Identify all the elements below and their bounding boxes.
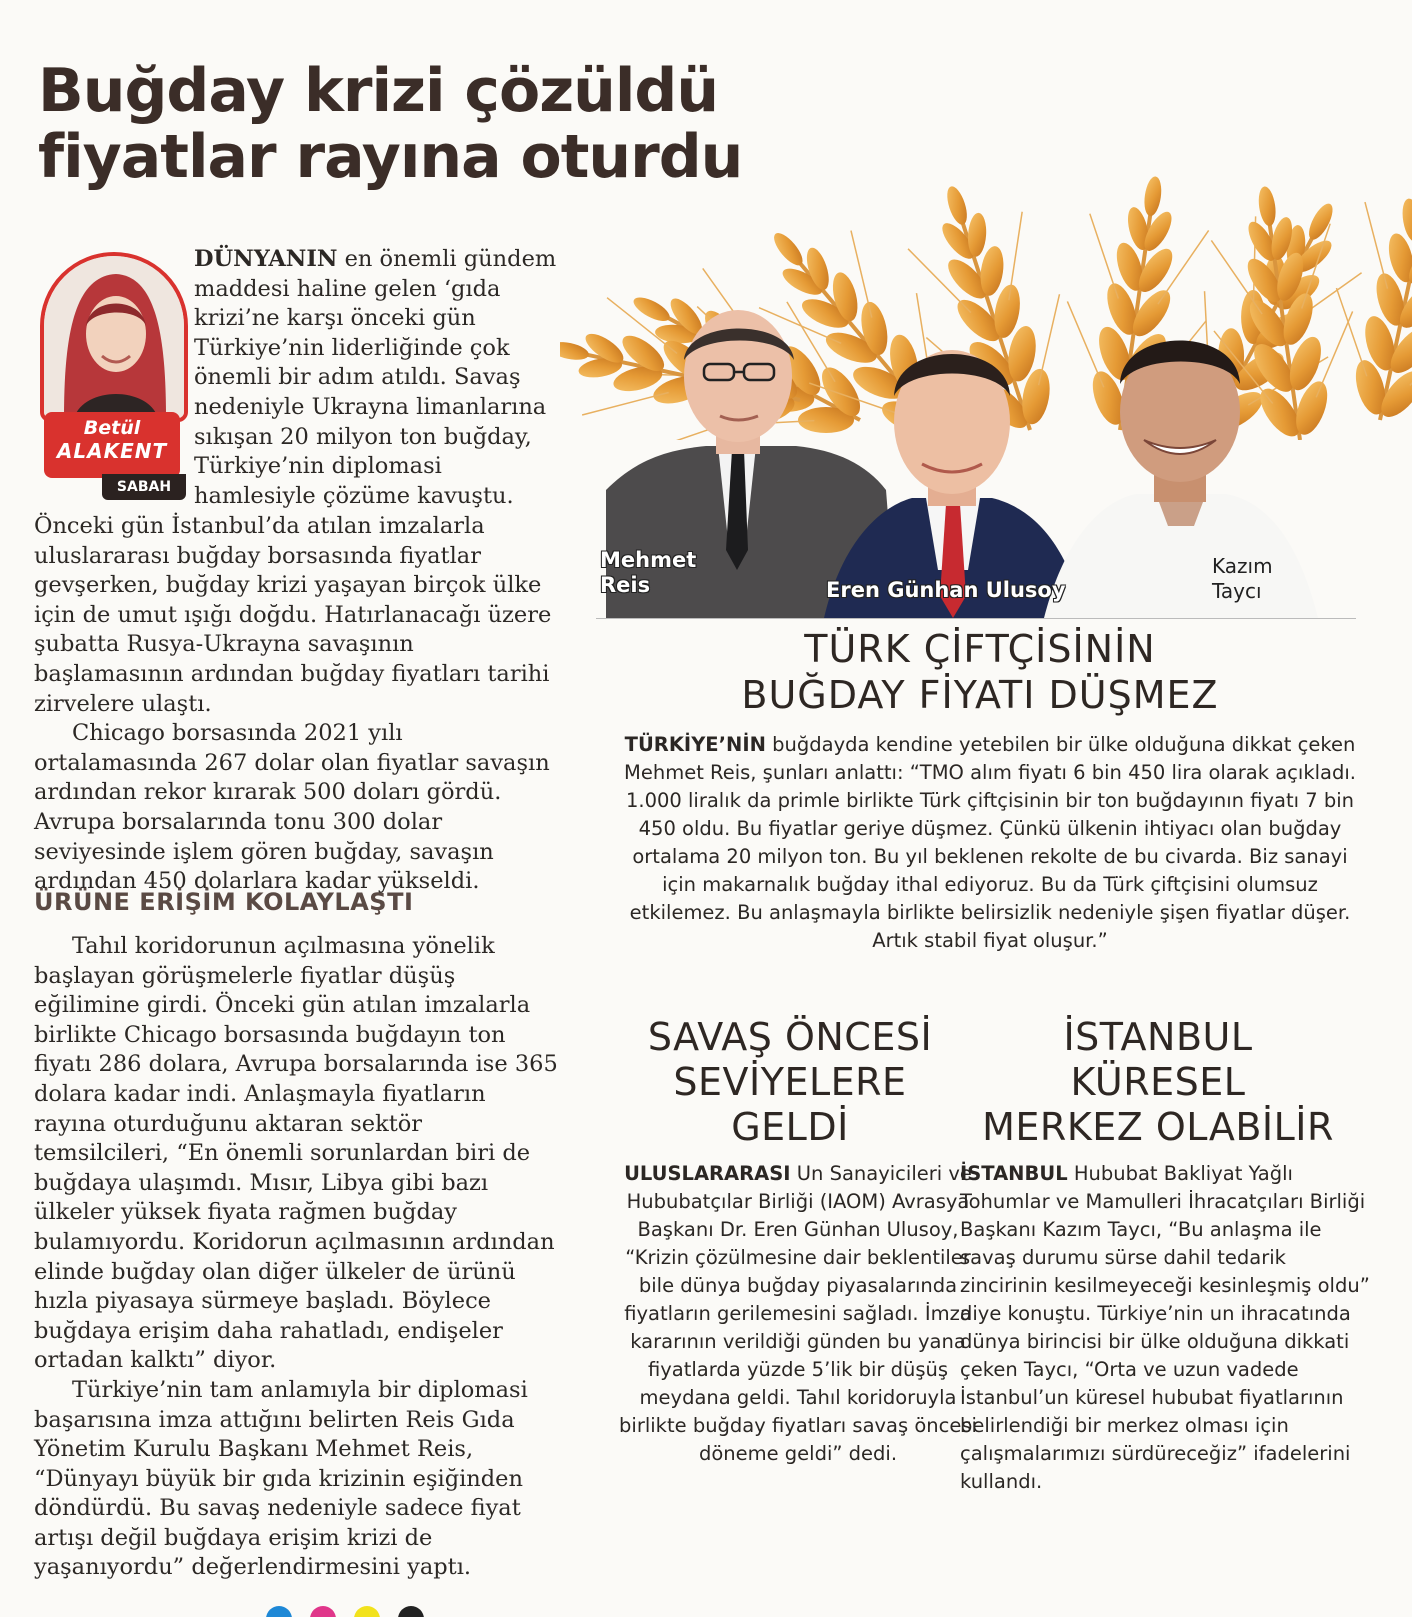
section-1-lead: TÜRKİYE’NİN	[624, 733, 766, 756]
section-1-title-line-2: BUĞDAY FİYATI DÜŞMEZ	[741, 673, 1219, 717]
section-1-body	[620, 731, 1360, 955]
headline-line-1: Buğday krizi çözüldü	[38, 56, 719, 126]
section-2-title-line-1: SAVAŞ ÖNCESİ	[647, 1015, 933, 1059]
caption-mehmet-reis	[600, 548, 696, 598]
caption-kazim-tayci	[1212, 554, 1273, 604]
article-paragraph-3: Tahıl koridorunun açılmasına yönelik başlayan görüşmelerle fiyatlar düşüş eğilimine girdi. Önceki gün atılan imzalarla birlikte Chicago borsasında buğdayın ton fiyatı 286 dolara, Avrupa borsalarında ise 365 dolara kadar indi. Anlaşmayla fiyatların rayına oturduğunu aktaran sektör temsilcileri, “En önemli sorunlardan biri de buğdaya ulaşımdı. Mısır, Libya gibi bazı ülkeler yüksek fiyata rağmen buğday bulamıyordu. Koridorun açılmasının ardından elinde buğday olan diğer ülkeler de ürünü hızla piyasaya sürmeye başladı. Böylece buğdaya erişim daha rahatladı, endişeler ortadan kalktı” diyor.	[34, 933, 558, 1374]
author-portrait	[40, 252, 188, 422]
newspaper-name: SABAH	[102, 474, 186, 500]
section-2-body	[612, 1160, 984, 1468]
section-2-title	[600, 1015, 980, 1150]
author-badge	[36, 252, 186, 502]
headline	[38, 58, 798, 190]
section-1-title-line-1: TÜRK ÇİFTÇİSİNİN	[804, 627, 1156, 671]
article-intro	[194, 245, 562, 511]
caption-kazim-tayci-line-2: Taycı	[1212, 579, 1262, 603]
article-lead-word: DÜNYANIN	[194, 246, 338, 272]
section-1-text: buğdayda kendine yetebilen bir ülke olduğuna dikkat çeken Mehmet Reis, şunları anlattı: “TMO alım fiyatı 6 bin 450 lira olarak açıkladı. 1.000 liralık da primle birlikte Türk çiftçisinin bir ton buğdayının fiyatı 7 bin 450 oldu. Bu fiyatlar geriye düşmez. Çünkü ülkenin ihtiyacı olan buğday ortalama 20 milyon ton. Bu yıl beklenen rekolte de bu civarda. Biz sanayi için makarnalık buğday ithal ediyoruz. Bu da Türk çiftçisini olumsuz etkilemez. Bu anlaşmayla birlikte belirsizlik nedeniyle şişen fiyatlar düşer. Artık stabil fiyat oluşur.”	[624, 733, 1356, 952]
photo-divider	[596, 618, 1356, 619]
caption-eren-gunhan-ulusoy: Eren Günhan Ulusoy	[826, 578, 1066, 602]
author-avatar-icon	[44, 256, 184, 418]
caption-kazim-tayci-line-1: Kazım	[1212, 554, 1273, 578]
article-subhead: ÜRÜNE ERİŞİM KOLAYLAŞTI	[34, 888, 414, 916]
section-3-body	[960, 1160, 1370, 1496]
article-paragraph-1: Önceki gün İstanbul’da atılan imzalarla uluslararası buğday borsasında fiyatlar gevşerken, buğday krizi yaşayan birçok ülke için de umut ışığı doğdu. Hatırlanacağı üzere şubatta Rusya-Ukrayna savaşının başlamasının ardından buğday fiyatları tarihi zirvelere ulaştı.	[34, 513, 552, 717]
section-3-title-line-1: İSTANBUL	[1063, 1015, 1253, 1059]
section-3-text: Hububat Bakliyat Yağlı Tohumlar ve Mamulleri İhracatçıları Birliği Başkanı Kazım Taycı, “Bu anlaşma ile savaş durumu sürse dahil tedarik zincirinin kesilmeyeceği kesinleşmiş oldu” diye konuştu. Türkiye’nin un ihracatında dünya birincisi bir ülke olduğuna dikkati çeken Taycı, “Orta ve uzun vadede İstanbul’un küresel hububat fiyatlarının belirlendiği bir merkez olması için çalışmalarımızı sürdüreceğiz” ifadelerini kullandı.	[960, 1162, 1370, 1493]
section-2-text: Un Sanayicileri ve Hububatçılar Birliği (IAOM) Avrasya Başkanı Dr. Eren Günhan Ulusoy, “Krizin çözülmesine dair beklentiler bile dünya buğday piyasalarında fiyatların gerilemesini sağladı. İmza kararının verildiği günden bu yana fiyatlarda yüzde 5’lik bir düşüş meydana geldi. Tahıl koridoruyla birlikte buğday fiyatları savaş öncesi döneme geldi” dedi.	[619, 1162, 977, 1465]
article-intro-text: en önemli gündem maddesi haline gelen ‘gıda krizi’ne karşı önceki gün Türkiye’nin liderliğinde çok önemli bir adım atıldı. Savaş nedeniyle Ukrayna limanlarına sıkışan 20 milyon ton buğday, Türkiye’nin diplomasi hamlesiyle çözüme kavuştu.	[194, 246, 557, 509]
print-color-bar	[266, 1602, 446, 1617]
person-photo-kazim-tayci	[1044, 341, 1318, 619]
author-name-tag	[44, 412, 180, 478]
author-last-name: ALAKENT	[56, 438, 168, 463]
caption-mehmet-reis-line-2: Reis	[600, 573, 651, 597]
article-body-second	[34, 932, 562, 1583]
section-3-title-line-3: MERKEZ OLABİLİR	[982, 1105, 1334, 1149]
caption-mehmet-reis-line-1: Mehmet	[600, 548, 697, 572]
section-2-title-line-2: SEVİYELERE	[673, 1060, 907, 1104]
article-paragraph-2: Chicago borsasında 2021 yılı ortalamasında 267 dolar olan fiyatlar savaşın ardından rekor kırarak 500 doları gördü. Avrupa borsalarında tonu 300 dolar seviyesinde işlem gören buğday, savaşın ardından 450 dolarlara kadar yükseldi.	[34, 720, 550, 895]
section-3-title-line-2: KÜRESEL	[1070, 1060, 1246, 1104]
author-first-name: Betül	[83, 417, 141, 439]
magenta-dot-icon	[310, 1606, 336, 1617]
section-2-lead: ULUSLARARASI	[624, 1162, 791, 1185]
section-3-title	[958, 1015, 1358, 1150]
black-dot-icon	[398, 1606, 424, 1617]
article-paragraph-4: Türkiye’nin tam anlamıyla bir diplomasi başarısına imza attığını belirten Reis Gıda Yönetim Kurulu Başkanı Mehmet Reis, “Dünyayı büyük bir gıda krizinin eşiğinden döndürdü. Bu savaş nedeniyle sadece fiyat artışı değil buğdaya erişim krizi de yaşanıyordu” değerlendirmesini yaptı.	[34, 1376, 528, 1581]
headline-line-2: fiyatlar rayına oturdu	[38, 122, 743, 192]
section-1-title	[600, 626, 1360, 718]
section-2-title-line-3: GELDİ	[731, 1105, 849, 1149]
section-3-lead: İSTANBUL	[960, 1162, 1068, 1185]
yellow-dot-icon	[354, 1606, 380, 1617]
article-body	[34, 512, 562, 897]
cyan-dot-icon	[266, 1606, 292, 1617]
